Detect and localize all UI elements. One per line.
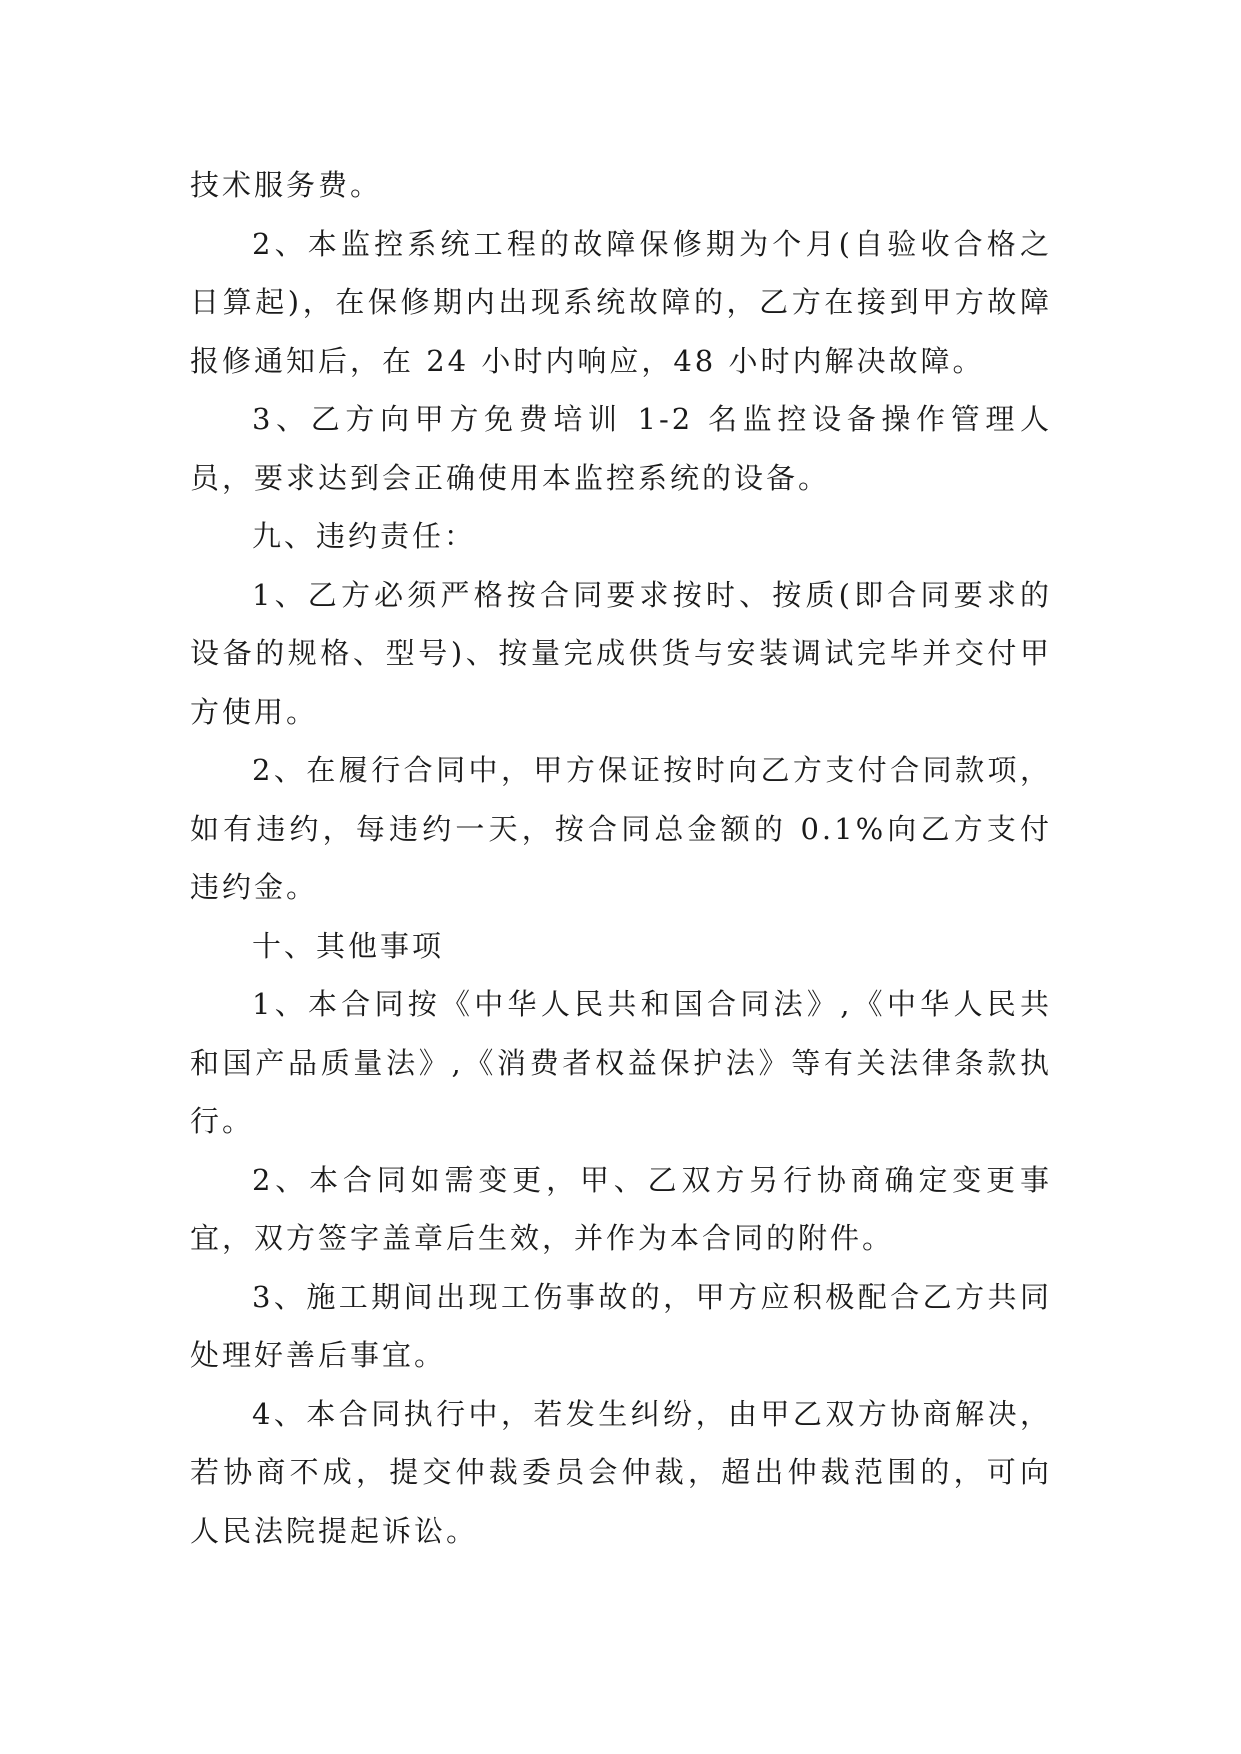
paragraph-contract-amendment: 2、本合同如需变更，甲、乙双方另行协商确定变更事宜，双方签字盖章后生效，并作为本合同的附件。 [190, 1162, 1052, 1255]
document-body [190, 156, 1052, 1560]
paragraph-supplier-obligations: 1、乙方必须严格按合同要求按时、按质(即合同要求的设备的规格、型号)、按量完成供货与安装调试完毕并交付甲方使用。 [190, 577, 1052, 729]
paragraph-service-fee-end: 技术服务费。 [190, 168, 383, 202]
paragraph-governing-law: 1、本合同按《中华人民共和国合同法》,《中华人民共和国产品质量法》,《消费者权益保护法》等有关法律条款执行。 [190, 987, 1052, 1138]
paragraph-operator-training: 3、乙方向甲方免费培训 1-2 名监控设备操作管理人员，要求达到会正确使用本监控系统的设备。 [190, 402, 1052, 495]
paragraph-dispute-resolution: 4、本合同执行中，若发生纠纷，由甲乙双方协商解决，若协商不成，提交仲裁委员会仲裁，超出仲裁范围的，可向人民法院提起诉讼。 [190, 1396, 1052, 1548]
paragraph-payment-penalty: 2、在履行合同中，甲方保证按时向乙方支付合同款项，如有违约，每违约一天，按合同总金额的 0.1%向乙方支付违约金。 [190, 753, 1052, 904]
section-heading-breach-liability: 九、违约责任： [252, 519, 477, 553]
paragraph-work-injury: 3、施工期间出现工伤事故的，甲方应积极配合乙方共同处理好善后事宜。 [190, 1279, 1052, 1372]
section-heading-other-matters: 十、其他事项 [252, 928, 445, 963]
paragraph-warranty-period: 2、本监控系统工程的故障保修期为个月(自验收合格之日算起)，在保修期内出现系统故障的，乙方在接到甲方故障报修通知后，在 24 小时内响应，48 小时内解决故障。 [190, 226, 1052, 378]
